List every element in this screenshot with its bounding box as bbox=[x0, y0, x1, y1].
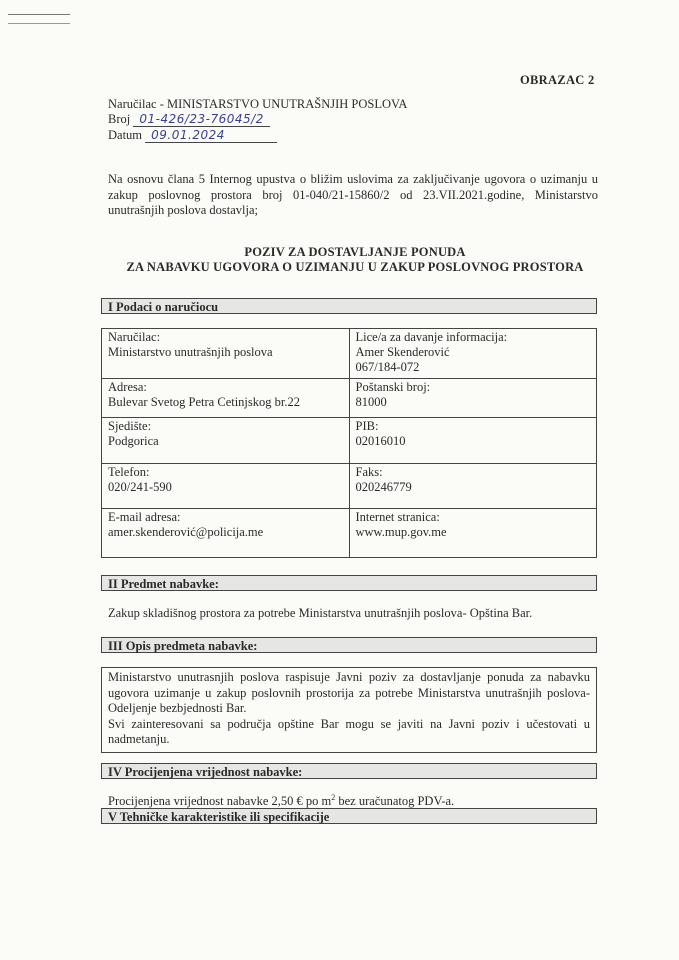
section-heading-value: IV Procijenjena vrijednost nabavke: bbox=[101, 763, 597, 779]
table-cell bbox=[102, 329, 350, 379]
intro-paragraph: Na osnovu člana 5 Internog upustva o bližim uslovima za zaključivanje ugovora o uzimanju u zakup poslovnog prostora broj 01-040/21-15860/2 od 23.VII.2021.godine, Ministarstvo unutrašnjih poslova dostavlja; bbox=[108, 172, 598, 217]
cell-label: Lice/a za davanje informacija: bbox=[355, 330, 508, 344]
description-text-1: Ministarstvo unutrasnjih poslova raspisuje Javni poziv za dostavljanje ponuda za nabavku ugovora uzimanje u zakup poslovnih prostorija za potrebe Ministarstva unutrašnjih poslova-Odeljenje bezbjednosti Bar. bbox=[108, 670, 590, 715]
cell-label: E-mail adresa: bbox=[108, 510, 181, 524]
cell-value: amer.skenderović@policija.me bbox=[108, 525, 264, 539]
cell-value: 020/241-590 bbox=[108, 480, 172, 494]
section-heading-client: I Podaci o naručiocu bbox=[101, 298, 597, 314]
number-label: Broj bbox=[108, 112, 131, 126]
date-value: 09.01.2024 bbox=[145, 128, 277, 143]
cell-label: Poštanski broj: bbox=[355, 380, 431, 394]
cell-value: Amer Skenderović bbox=[355, 345, 450, 359]
page-title-line2: ZA NABAVKU UGOVORA O UZIMANJU U ZAKUP POSLOVNOG PROSTORA bbox=[126, 260, 584, 274]
cell-value: 81000 bbox=[355, 395, 387, 409]
date-label: Datum bbox=[108, 128, 143, 142]
description-box bbox=[101, 667, 597, 753]
cell-label: Sjedište: bbox=[108, 419, 152, 433]
number-line bbox=[108, 112, 270, 127]
section-heading-specs: V Tehničke karakteristike ili specifikacije bbox=[101, 808, 597, 824]
cell-label: Naručilac: bbox=[108, 330, 161, 344]
table-cell bbox=[349, 509, 597, 558]
table-cell bbox=[102, 379, 350, 418]
date-line bbox=[108, 128, 277, 143]
cell-label: Faks: bbox=[355, 465, 383, 479]
table-cell bbox=[349, 418, 597, 464]
value-superscript: 2 bbox=[331, 793, 336, 802]
cell-label: Adresa: bbox=[108, 380, 147, 394]
corner-mark bbox=[8, 14, 70, 24]
table-row bbox=[102, 418, 597, 464]
table-row bbox=[102, 329, 597, 379]
client-line: Naručilac - MINISTARSTVO UNUTRAŠNJIH POSLOVA bbox=[108, 97, 408, 111]
section-heading-subject: II Predmet nabavke: bbox=[101, 575, 597, 591]
form-number: OBRAZAC 2 bbox=[520, 73, 595, 87]
value-text-main: Procijenjena vrijednost nabavke 2,50 € po m bbox=[108, 794, 332, 809]
table-cell bbox=[349, 329, 597, 379]
table-cell bbox=[349, 464, 597, 509]
number-value: 01-426/23-76045/2 bbox=[133, 112, 270, 127]
description-text-2: Svi zainteresovani sa područja opštine Bar mogu se javiti na Javni poziv i učestovati u nadmetanju. bbox=[108, 716, 590, 746]
cell-value: 02016010 bbox=[355, 434, 406, 448]
client-info-table bbox=[101, 328, 597, 558]
cell-value: Ministarstvo unutrašnjih poslova bbox=[108, 345, 273, 359]
cell-value: Podgorica bbox=[108, 434, 159, 448]
table-row bbox=[102, 509, 597, 558]
cell-label: Telefon: bbox=[108, 465, 150, 479]
table-cell bbox=[102, 418, 350, 464]
table-cell bbox=[349, 379, 597, 418]
cell-value: www.mup.gov.me bbox=[355, 525, 447, 539]
value-text bbox=[108, 793, 454, 809]
table-row bbox=[102, 464, 597, 509]
table-cell bbox=[102, 509, 350, 558]
section-heading-description: III Opis predmeta nabavke: bbox=[101, 637, 597, 653]
page-title-line1: POZIV ZA DOSTAVLJANJE PONUDA bbox=[244, 245, 466, 259]
value-text-tail: bez uračunatog PDV-a. bbox=[335, 794, 455, 809]
cell-label: Internet stranica: bbox=[355, 510, 440, 524]
cell-value: 067/184-072 bbox=[355, 360, 420, 374]
table-cell bbox=[102, 464, 350, 509]
table-row bbox=[102, 379, 597, 418]
subject-text: Zakup skladišnog prostora za potrebe Ministarstva unutrašnjih poslova- Opština Bar. bbox=[108, 606, 533, 620]
cell-value: 020246779 bbox=[355, 480, 412, 494]
cell-value: Bulevar Svetog Petra Cetinjskog br.22 bbox=[108, 395, 300, 409]
cell-label: PIB: bbox=[355, 419, 379, 433]
